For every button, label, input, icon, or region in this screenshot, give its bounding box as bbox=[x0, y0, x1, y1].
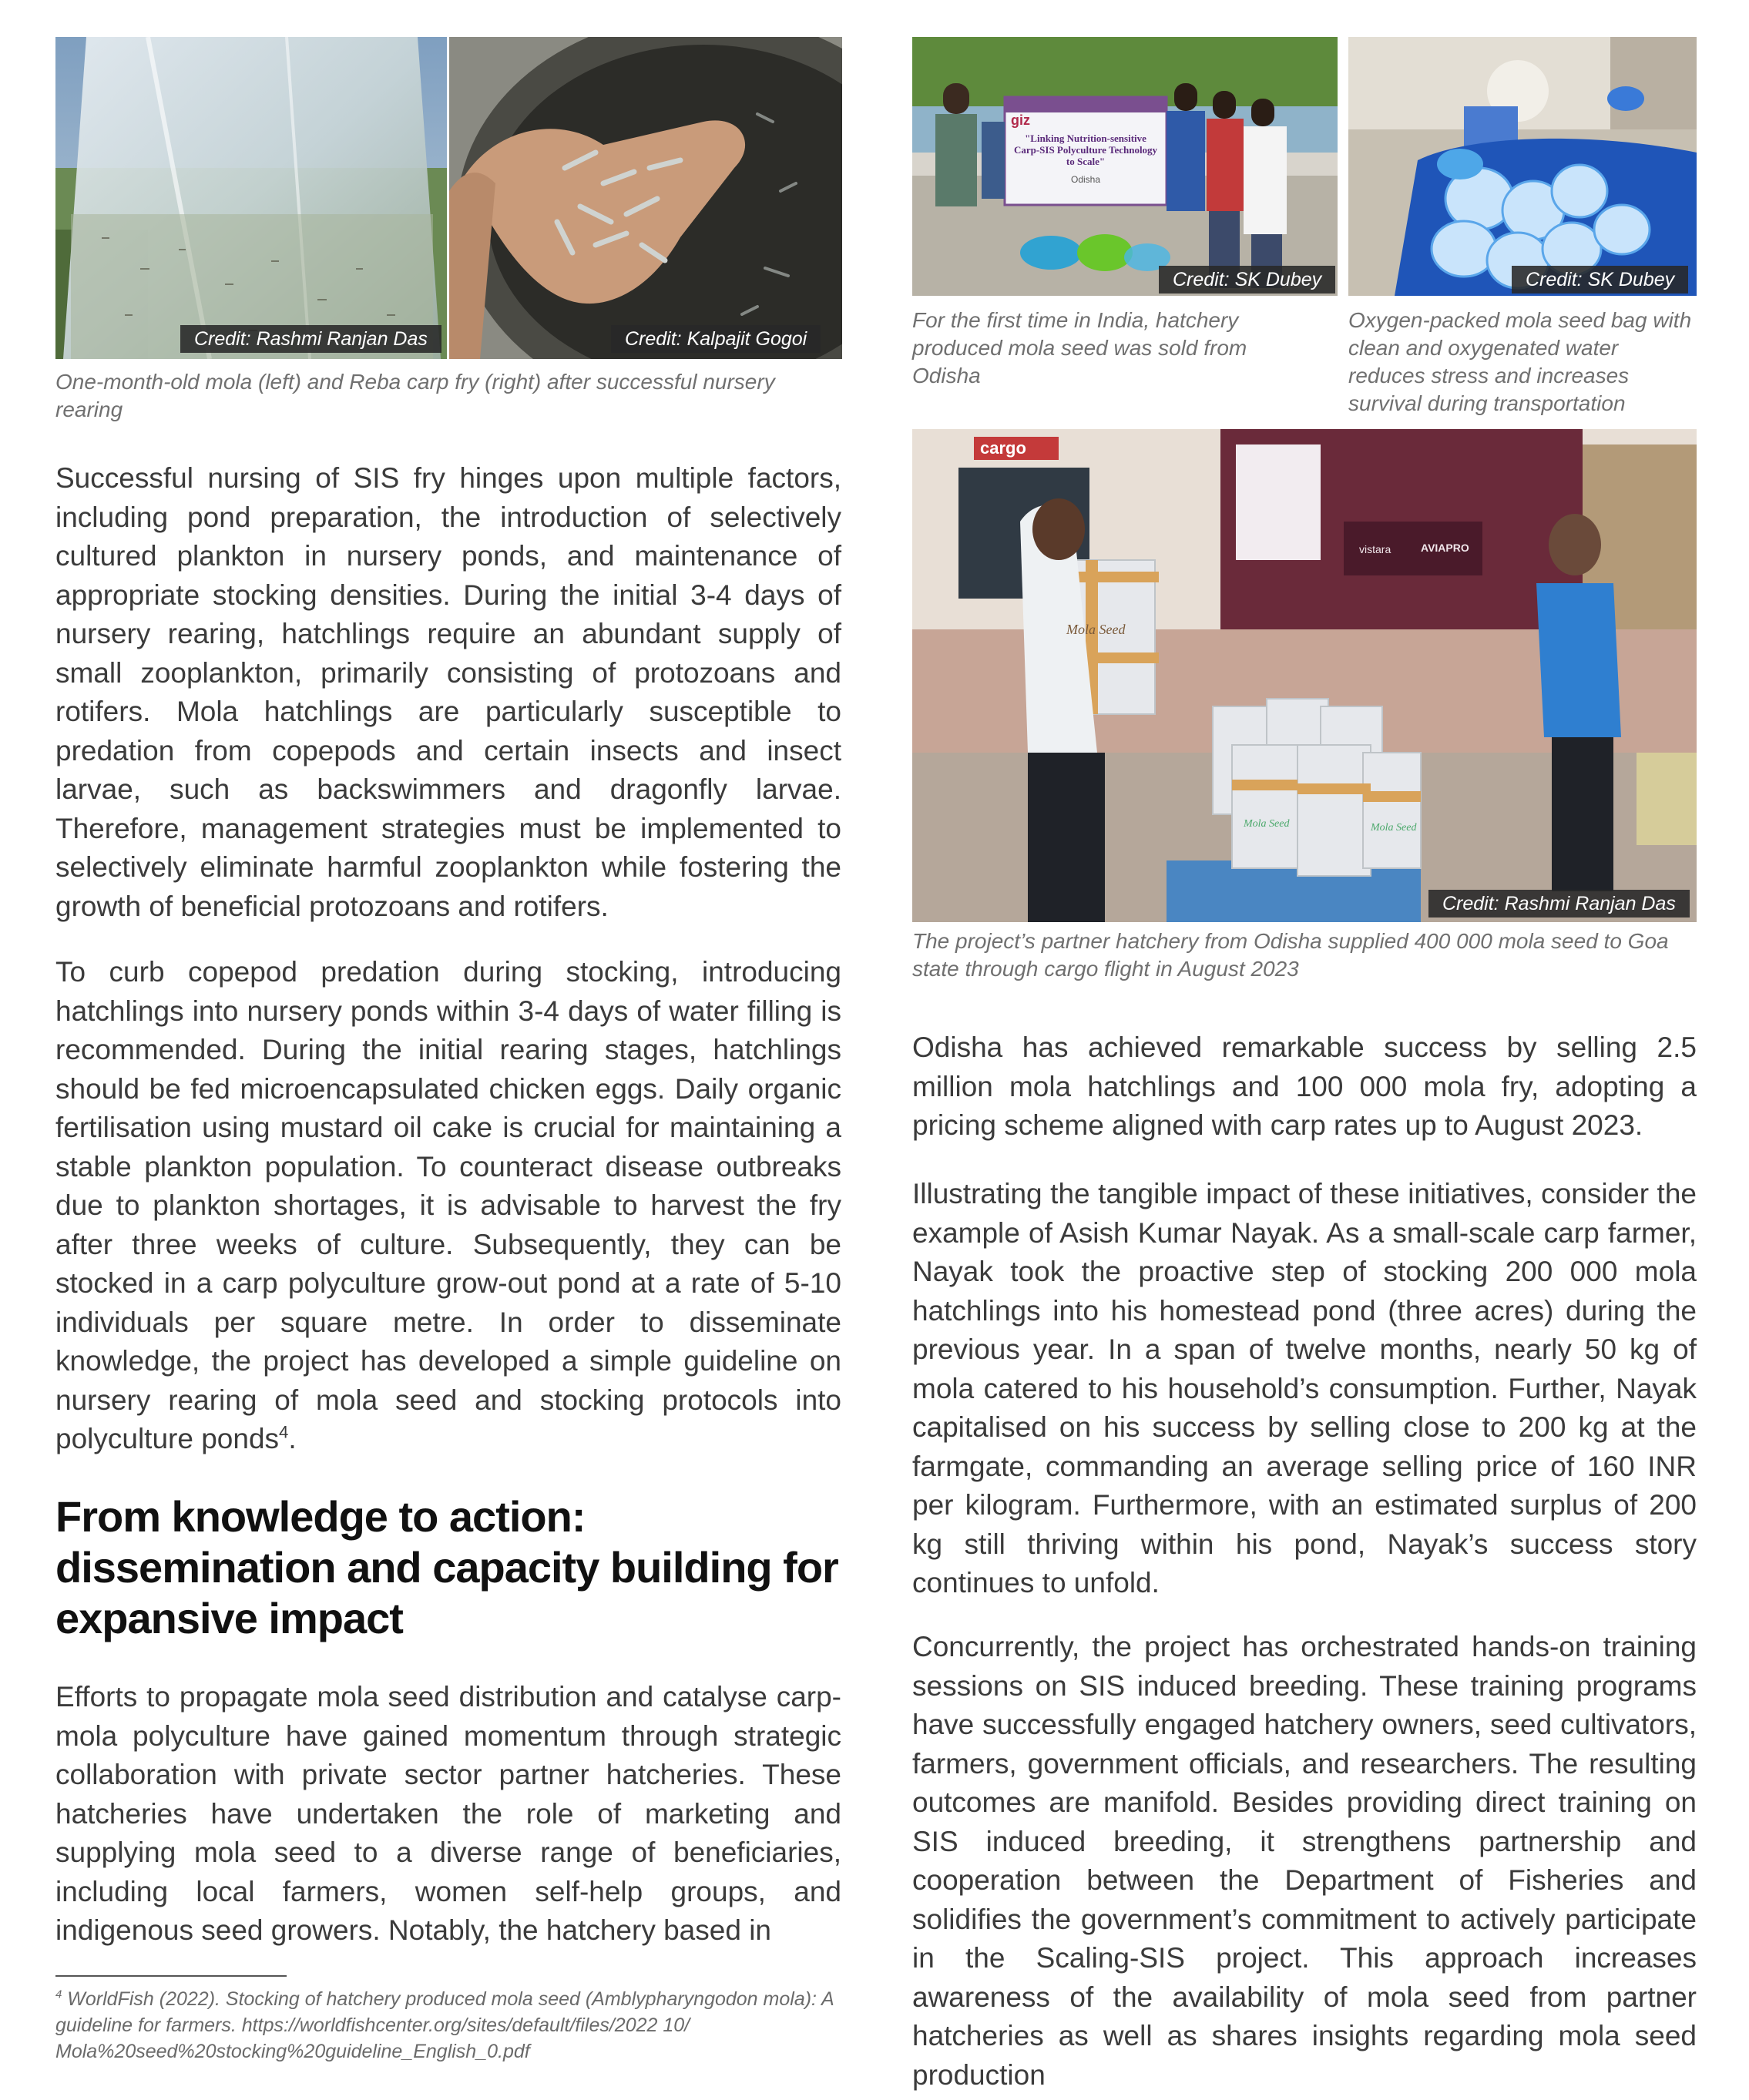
banner-brand: giz bbox=[1011, 112, 1030, 128]
footnote-text: WorldFish (2022). Stocking of hatchery produced mola seed (Amblypharyngodon mola): A guideline for farmers. https://worldfishcenter.org/sites/default/files/2022 10/ Mola%20seed%20stocking%20guideline_English_0.pdf bbox=[55, 1988, 834, 2062]
footnote-marker: 4 bbox=[55, 1988, 62, 2001]
section-heading: From knowledge to action: dissemination and capacity building for expansive impact bbox=[55, 1492, 838, 1642]
banner-title: "Linking Nutrition-sensitive Carp-SIS Polyculture Technology to Scale" bbox=[1013, 133, 1158, 167]
box-label-2: Mola Seed bbox=[1244, 818, 1290, 830]
photo-group bbox=[912, 37, 1338, 296]
banner-sub: Odisha bbox=[1070, 174, 1101, 185]
sign-aviapro: AVIAPRO bbox=[1421, 542, 1469, 554]
oxygen-bags-illustration bbox=[1348, 37, 1697, 296]
footnote-ref: 4 bbox=[279, 1422, 289, 1442]
cargo-illustration bbox=[912, 429, 1697, 922]
caption-oxygen: Oxygen-packed mola seed bag with clean and oxygenated water reduces stress and increases survival during transportation bbox=[1348, 308, 1692, 415]
left-paragraph-1: Successful nursing of SIS fry hinges upon multiple factors, including pond preparation, the introduction of selectively cultured plankton in nursery ponds, and maintenance of appropriate stocking densities. During the initial 3-4 days of nursery rearing, hatchlings require an abundant supply of small zooplankton, primarily consisting of protozoans and rotifers. Mola hatchlings are particularly susceptible to predation from copepods and certain insects and insect larvae, such as backswimmers and dragonfly larvae. Therefore, management strategies must be implemented to selectively eliminate harmful zooplankton while fostering the growth of beneficial protozoans and rotifers. bbox=[55, 462, 841, 922]
caption-top-left: One-month-old mola (left) and Reba carp fry (right) after successful nursery rearing bbox=[55, 370, 775, 421]
sign-cargo: cargo bbox=[980, 438, 1026, 458]
photo-oxygen-bags bbox=[1348, 37, 1697, 296]
box-label-3: Mola Seed bbox=[1371, 822, 1417, 834]
caption-cargo: The project’s partner hatchery from Odisha supplied 400 000 mola seed to Goa state through cargo flight in August 2023 bbox=[912, 929, 1669, 981]
footnote bbox=[55, 1986, 841, 2065]
mola-bag-illustration bbox=[55, 37, 447, 359]
left-paragraph-3: Efforts to propagate mola seed distribution and catalyse carp-mola polyculture have gained momentum through strategic collaboration with private sector partner hatcheries. These hatcheries have undertaken the role of marketing and supplying mola seed to a diverse range of beneficiaries, including local farmers, women self-help groups, and indigenous seed growers. Notably, the hatchery based in bbox=[55, 1681, 841, 1946]
left-paragraph-2 bbox=[55, 953, 841, 1459]
photo-reba-fry bbox=[449, 37, 842, 359]
credit-reba-fry: Credit: Kalpajit Gogoi bbox=[611, 325, 821, 353]
credit-group: Credit: SK Dubey bbox=[1159, 266, 1335, 294]
photo-mola-bag bbox=[55, 37, 447, 359]
photo-cargo bbox=[912, 429, 1697, 922]
right-paragraph-1: Odisha has achieved remarkable success by selling 2.5 million mola hatchlings and 100 000 mola fry, adopting a pricing scheme aligned with carp rates up to August 2023. bbox=[912, 1032, 1697, 1141]
footnote-rule bbox=[55, 1975, 287, 1977]
left-paragraph-2-end: . bbox=[288, 1423, 297, 1454]
right-paragraph-2: Illustrating the tangible impact of these initiatives, consider the example of Asish Kumar Nayak. As a small-scale carp farmer, Nayak took the proactive step of stocking 200 000 mola hatchlings into his homestead pond (three acres) during the previous year. In a span of twelve months, nearly 50 kg of mola catered to his household’s consumption. Further, Nayak capitalised on his success by selling close to 200 kg at the farmgate, commanding an average selling price of 160 INR per kilogram. Furthermore, with an estimated surplus of 200 kg still thriving within his pond, Nayak’s success story continues to unfold. bbox=[912, 1178, 1697, 1598]
box-label-1: Mola Seed bbox=[1066, 622, 1126, 637]
credit-oxygen-bags: Credit: SK Dubey bbox=[1512, 266, 1688, 294]
sign-vistara: vistara bbox=[1359, 543, 1391, 555]
left-paragraph-2-text: To curb copepod predation during stocking, introducing hatchlings into nursery ponds within 3-4 days of water filling is recommended. During the initial rearing stages, hatchlings should be fed microencapsulated chicken eggs. Daily organic fertilisation using mustard oil cake is crucial for maintaining a stable plankton population. To counteract disease outbreaks due to plankton shortages, it is advisable to harvest the fry after three weeks of culture. Subsequently, they can be stocked in a carp polyculture grow-out pond at a rate of 5-10 individuals per square metre. In order to disseminate knowledge, the project has developed a simple guideline on nursery rearing of mola seed and stocking protocols into polyculture ponds bbox=[55, 956, 841, 1454]
credit-cargo: Credit: Rashmi Ranjan Das bbox=[1428, 890, 1690, 917]
reba-fry-illustration bbox=[449, 37, 842, 359]
credit-mola-bag: Credit: Rashmi Ranjan Das bbox=[180, 325, 441, 353]
right-paragraph-3: Concurrently, the project has orchestrated hands-on training sessions on SIS induced breeding. These training programs have successfully engaged hatchery owners, seed cultivators, farmers, government officials, and researchers. The resulting outcomes are manifold. Besides providing direct training on SIS induced breeding, it strengthens partnership and cooperation between the Department of Fisheries and solidifies the government’s commitment to actively participate in the Scaling-SIS project. This approach increases awareness of the availability of mola seed from partner hatcheries as well as shares insights regarding mola seed production bbox=[912, 1631, 1697, 2091]
caption-group: For the first time in India, hatchery produced mola seed was sold from Odisha bbox=[912, 308, 1247, 387]
